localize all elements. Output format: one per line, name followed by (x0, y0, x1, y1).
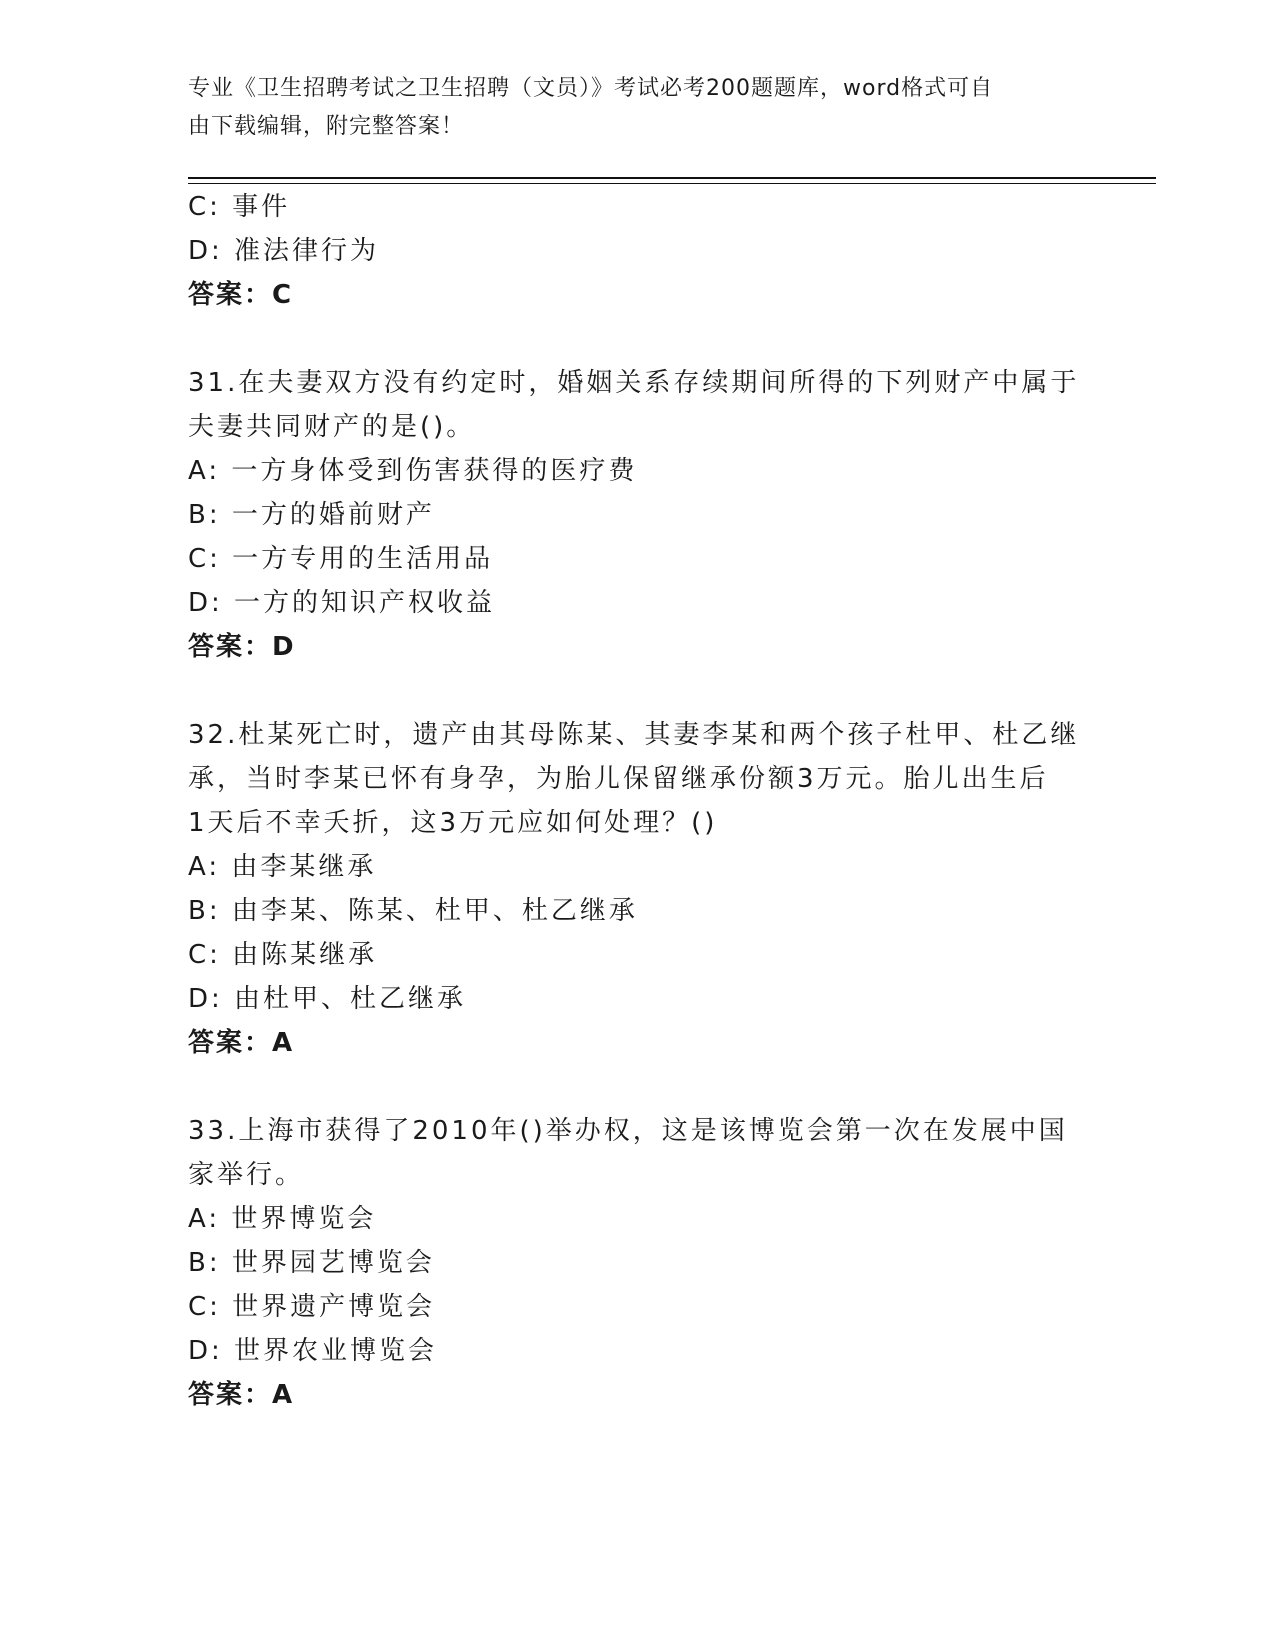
q31-option-b: B: 一方的婚前财产 (188, 500, 435, 530)
prev-option-d: D: 准法律行为 (188, 236, 380, 266)
q31-option-d: D: 一方的知识产权收益 (188, 588, 496, 618)
header-line-2: 由下载编辑，附完整答案！ (188, 114, 465, 139)
q31-option-c: C: 一方专用的生活用品 (188, 544, 494, 574)
q33-text-line-1: 33.上海市获得了2010年()举办权，这是该博览会第一次在发展中国 (188, 1116, 1068, 1146)
q33-option-a: A: 世界博览会 (188, 1204, 377, 1234)
header-line-1: 专业《卫生招聘考试之卫生招聘（文员）》考试必考200题题库，word格式可自 (188, 76, 994, 101)
q33-answer: 答案：A (188, 1380, 295, 1410)
q31-text-line-1: 31.在夫妻双方没有约定时，婚姻关系存续期间所得的下列财产中属于 (188, 368, 1080, 398)
prev-option-c: C: 事件 (188, 192, 291, 222)
q31-text-line-2: 夫妻共同财产的是()。 (188, 412, 476, 442)
q32-option-c: C: 由陈某继承 (188, 940, 378, 970)
q32-option-b: B: 由李某、陈某、杜甲、杜乙继承 (188, 896, 638, 926)
q31-option-a: A: 一方身体受到伤害获得的医疗费 (188, 456, 638, 486)
header-rule-thick (188, 177, 1156, 179)
prev-answer: 答案：C (188, 280, 294, 310)
q32-text-line-2: 承，当时李某已怀有身孕，为胎儿保留继承份额3万元。胎儿出生后 (188, 764, 1049, 794)
q33-text-line-2: 家举行。 (188, 1160, 305, 1190)
q32-text-line-1: 32.杜某死亡时，遗产由其母陈某、其妻李某和两个孩子杜甲、杜乙继 (188, 720, 1080, 750)
q33-option-c: C: 世界遗产博览会 (188, 1292, 436, 1322)
q31-answer: 答案：D (188, 632, 296, 662)
header-rule-thin (188, 183, 1156, 184)
q32-option-d: D: 由杜甲、杜乙继承 (188, 984, 467, 1014)
page-header (188, 70, 1088, 146)
q33-option-b: B: 世界园艺博览会 (188, 1248, 435, 1278)
q32-answer: 答案：A (188, 1028, 295, 1058)
q33-option-d: D: 世界农业博览会 (188, 1336, 438, 1366)
q32-option-a: A: 由李某继承 (188, 852, 377, 882)
q32-text-line-3: 1天后不幸夭折，这3万元应如何处理？() (188, 808, 718, 838)
